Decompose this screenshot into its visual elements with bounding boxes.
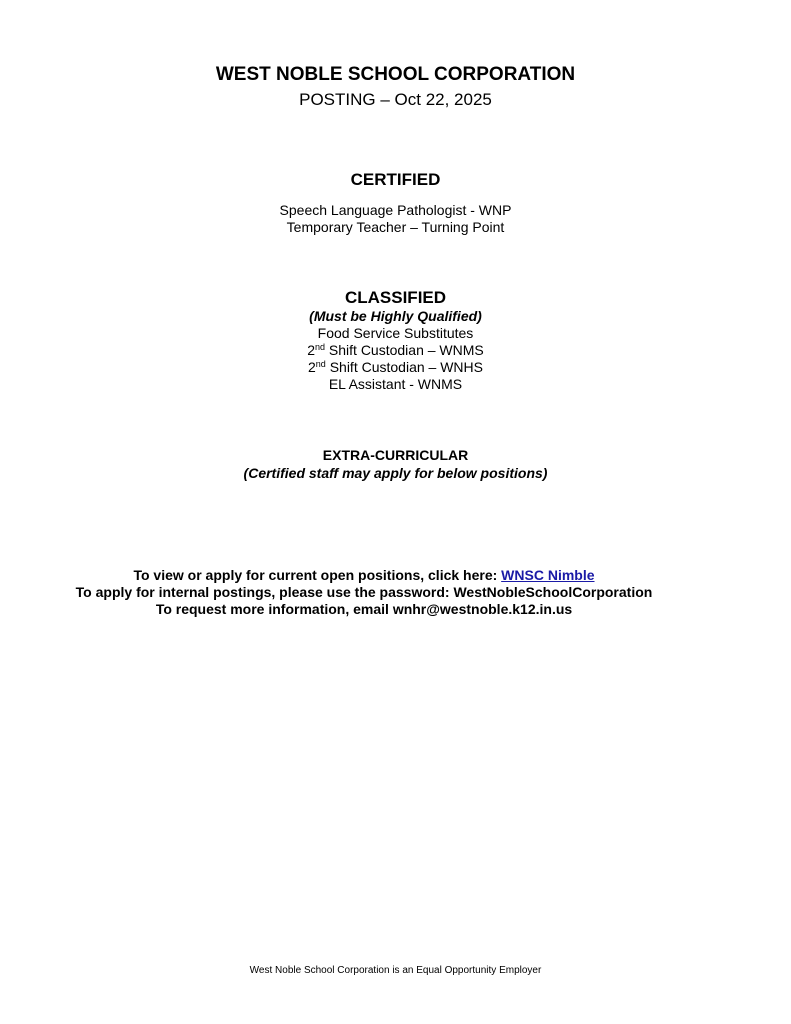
classified-list (0, 308, 791, 393)
classified-heading: CLASSIFIED (344, 288, 447, 307)
wnsc-nimble-link[interactable]: WNSC Nimble (501, 567, 595, 583)
classified-item: Food Service Substitutes (317, 325, 474, 341)
organization-title: WEST NOBLE SCHOOL CORPORATION (215, 64, 576, 85)
view-apply-text: To view or apply for current open positions, click here: (133, 567, 502, 583)
certified-heading: CERTIFIED (350, 170, 441, 189)
application-info (0, 567, 728, 618)
certified-list (0, 202, 791, 236)
certified-item: Speech Language Pathologist - WNP (279, 202, 512, 218)
classified-item: 2nd Shift Custodian – WNHS (308, 359, 483, 375)
extra-curricular-note: (Certified staff may apply for below positions) (243, 465, 548, 481)
certified-item: Temporary Teacher – Turning Point (286, 219, 505, 235)
request-info-line: To request more information, email wnhr@westnoble.k12.in.us (155, 601, 573, 617)
view-apply-line (0, 567, 728, 584)
classified-note: (Must be Highly Qualified) (309, 308, 482, 324)
internal-postings-line: To apply for internal postings, please use the password: WestNobleSchoolCorporation (75, 584, 653, 600)
extra-curricular-heading: EXTRA-CURRICULAR (322, 447, 469, 463)
equal-opportunity-footer: West Noble School Corporation is an Equal Opportunity Employer (249, 965, 542, 976)
posting-date: POSTING – Oct 22, 2025 (299, 90, 492, 109)
classified-item: EL Assistant - WNMS (328, 376, 463, 392)
classified-item: 2nd Shift Custodian – WNMS (307, 342, 484, 358)
